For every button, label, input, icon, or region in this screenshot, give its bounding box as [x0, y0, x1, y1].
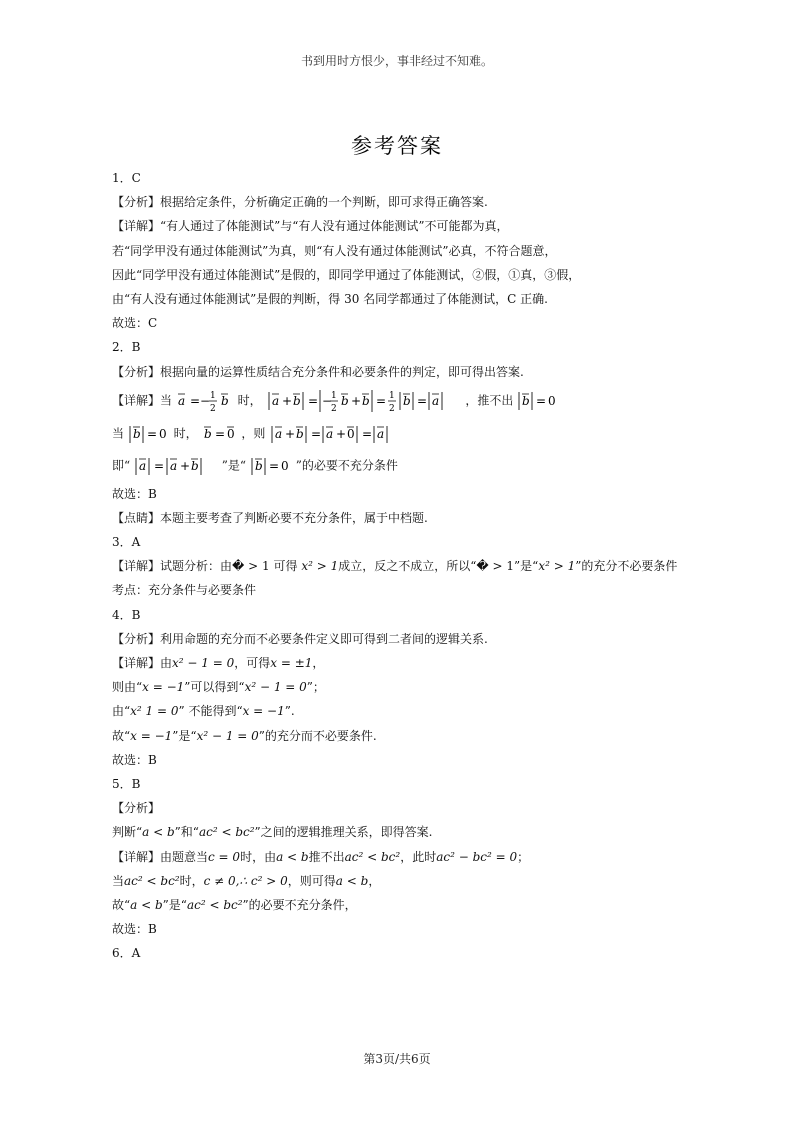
text-fragment: ”是“ [221, 458, 247, 473]
svg-text:b: b [203, 426, 212, 441]
svg-text:2: 2 [330, 403, 337, 414]
answer-3-point: 考点：充分条件与必要条件 [112, 583, 257, 598]
answer-4-detail-2 [112, 679, 712, 696]
math-gt-1: > 1 [248, 559, 270, 574]
text-fragment: 当 [112, 426, 125, 441]
text-fragment: ，则 [241, 426, 266, 441]
math-abs-b-eq-0 [250, 454, 292, 478]
answer-5-detail-1 [112, 849, 712, 866]
answer-2-choice: 故选：B [112, 486, 157, 501]
math-x2-gt-1: x² > 1 [301, 559, 339, 574]
text-fragment: 即“ [112, 458, 131, 473]
page-number: 第3页/共6页 [363, 1052, 431, 1066]
math-x-eq-neg-1: x = −1 [142, 680, 185, 695]
svg-text:0: 0 [226, 426, 235, 441]
answer-2-detail-3 [112, 454, 712, 478]
text-fragment: 故“ [112, 897, 131, 912]
answer-5-label: 5．B [112, 776, 141, 791]
text-fragment: ，此时 [400, 849, 437, 864]
math-x-eq-neg-1: x = −1 [242, 704, 285, 719]
svg-text:b: b [522, 393, 530, 408]
svg-text:=: = [311, 426, 322, 441]
answer-3-label: 3．A [112, 535, 141, 550]
text-fragment: ，推不出 [465, 393, 514, 408]
text-fragment: ， [312, 656, 325, 670]
math-abs-sum-chain [269, 422, 399, 446]
svg-text:a: a [431, 393, 439, 408]
text-fragment: 时， [237, 393, 262, 408]
svg-text:−: − [321, 393, 332, 408]
svg-text:a: a [275, 426, 283, 441]
text-fragment: ； [517, 849, 530, 864]
answer-4-choice: 故选：B [112, 752, 157, 767]
math-x2-minus-1: x² − 1 = 0 [244, 680, 307, 695]
math-a-lt-b: a < b [142, 825, 175, 840]
math-a-lt-b: a < b [276, 849, 309, 864]
svg-text:b: b [292, 393, 301, 408]
svg-text:b: b [402, 393, 411, 408]
answer-1-detail-1: 【详解】“有人通过了体能测试”与“有人没有通过体能测试”不可能都为真， [112, 219, 509, 234]
answer-1-detail-2: 若“同学甲没有通过体能测试”为真，则“有人没有通过体能测试”必真，不符合题意， [112, 243, 557, 258]
svg-text:b: b [361, 393, 370, 408]
svg-text:+: + [350, 393, 361, 408]
text-fragment: 【详解】试题分析：由 [112, 559, 233, 574]
svg-text:=: = [362, 426, 373, 441]
math-x2-minus-1: x² − 1 = 0 [172, 656, 235, 670]
svg-text:0: 0 [347, 426, 355, 441]
text-fragment: ”的必要不充分条件 [295, 458, 398, 473]
text-fragment: 成立，反之不成立，所以“ [338, 559, 477, 574]
math-a-lt-b: a < b [335, 873, 369, 888]
answer-4-analysis: 【分析】利用命题的充分而不必要条件定义即可得到二者间的逻辑关系. [112, 631, 488, 646]
answer-5-detail-2 [112, 873, 712, 890]
math-c-ne-0: c ≠ 0,∴ c² > 0 [203, 873, 288, 888]
svg-text:−: − [199, 393, 210, 408]
answer-4-label: 4．B [112, 607, 141, 622]
answer-2-detail-1 [112, 388, 712, 414]
svg-text:0: 0 [158, 426, 167, 441]
text-fragment: 时， [179, 873, 204, 888]
svg-text:b: b [132, 426, 141, 441]
svg-text:=: = [189, 393, 200, 408]
text-fragment: 由“ [112, 704, 131, 719]
math-ac2-lt-bc2: ac² < bc² [344, 849, 401, 864]
svg-text:2: 2 [388, 403, 395, 414]
math-abs-chain [266, 388, 462, 414]
svg-text:+: + [281, 393, 292, 408]
math-abs-a-eq-abs-sum [134, 454, 218, 478]
math-gt-1: > 1 [492, 559, 515, 574]
svg-text:b: b [254, 458, 263, 473]
math-x-pm-1: x = ±1 [270, 656, 313, 670]
math-abs-b-eq-0 [517, 388, 559, 414]
answer-1-choice: 故选：C [112, 316, 158, 331]
answer-4-detail-3 [112, 703, 712, 720]
answer-5-detail-3 [112, 897, 712, 914]
text-fragment: 【详解】当 [112, 393, 173, 408]
text-fragment: ”可以得到“ [184, 680, 245, 695]
answer-2-analysis: 【分析】根据向量的运算性质结合充分条件和必要条件的判定，即可得出答案. [112, 364, 524, 379]
svg-text:+: + [285, 426, 296, 441]
text-fragment: ， [368, 873, 381, 888]
text-fragment: ”是“ [514, 559, 539, 574]
unknown-glyph: � [476, 559, 489, 574]
svg-text:=: = [268, 458, 279, 473]
svg-text:1: 1 [209, 390, 216, 401]
math-x2-1: x² 1 = 0 [130, 704, 179, 719]
answer-2-note: 【点睛】本题主要考查了判断必要不充分条件，属于中档题. [112, 510, 428, 525]
text-fragment: 则由“ [112, 680, 143, 695]
text-fragment: 故“ [112, 728, 131, 743]
math-x2-minus-1: x² − 1 = 0 [196, 728, 259, 743]
answer-1-detail-4: 由“有人没有通过体能测试”是假的判断，得 30 名同学都通过了体能测试，C 正确. [112, 291, 548, 306]
math-ac2-lt-bc2: ac² < bc² [124, 873, 180, 888]
math-ac2-lt-bc2: ac² < bc² [198, 825, 255, 840]
text-fragment: ”是“ [172, 728, 197, 743]
svg-text:+: + [179, 458, 191, 473]
answer-2-detail-2 [112, 422, 712, 446]
svg-text:1: 1 [330, 390, 337, 401]
svg-text:b: b [296, 426, 304, 441]
page-title: 参考答案 [351, 134, 443, 158]
math-vec-b-eq-0 [202, 422, 238, 446]
svg-text:0: 0 [548, 393, 556, 408]
answer-4-detail-4 [112, 728, 712, 745]
text-fragment: ”的充分不必要条件 [575, 559, 678, 574]
math-ac2-lt-bc2: ac² < bc² [186, 897, 243, 912]
text-fragment: 判断“ [112, 825, 143, 840]
svg-text:=: = [416, 393, 427, 408]
unknown-glyph: � [232, 559, 245, 574]
svg-text:a: a [138, 458, 147, 473]
svg-text:=: = [375, 393, 386, 408]
answer-1-detail-3: 因此“同学甲没有通过体能测试”是假的，即同学甲通过了体能测试，②假，①真，③假， [112, 267, 581, 282]
answer-6-label: 6．A [112, 946, 141, 961]
svg-text:=: = [153, 458, 165, 473]
svg-text:=: = [214, 426, 225, 441]
text-fragment: 时，由 [240, 849, 277, 864]
svg-text:=: = [536, 393, 547, 408]
math-x-eq-neg-1: x = −1 [130, 728, 173, 743]
answer-content [112, 170, 712, 969]
answer-2-label: 2．B [112, 340, 141, 355]
svg-text:b: b [220, 393, 229, 408]
text-fragment: 时， [173, 426, 198, 441]
math-ac2-minus-bc2: ac² − bc² = 0 [436, 849, 518, 864]
answer-5-analysis-text [112, 824, 712, 841]
svg-text:2: 2 [209, 403, 216, 414]
math-a-lt-b: a < b [130, 897, 163, 912]
svg-text:1: 1 [388, 390, 395, 401]
text-fragment: ”之间的逻辑推理关系，即得答案. [254, 825, 433, 840]
text-fragment: 推不出 [308, 849, 345, 864]
svg-text:+: + [336, 426, 347, 441]
text-fragment: 【详解】由题意当 [112, 849, 209, 864]
answer-3-detail [112, 558, 712, 575]
text-fragment: 可得 [273, 559, 298, 574]
answer-4-detail-1 [112, 655, 712, 672]
answer-1-analysis: 【分析】根据给定条件，分析确定正确的一个判断，即可求得正确答案. [112, 195, 488, 210]
text-fragment: ”； [306, 680, 325, 695]
answer-1-label: 1．C [112, 171, 141, 185]
svg-text:b: b [190, 458, 199, 473]
svg-text:0: 0 [280, 458, 289, 473]
svg-text:a: a [169, 458, 178, 473]
text-fragment: ”的必要不充分条件， [242, 897, 357, 912]
svg-text:a: a [377, 426, 385, 441]
svg-text:=: = [146, 426, 157, 441]
text-fragment: 当 [112, 873, 125, 888]
math-a-eq-neg-half-b [176, 388, 234, 414]
text-fragment: ”和“ [174, 825, 199, 840]
page-header-quote: 书到用时方恨少，事非经过不知难。 [300, 54, 493, 68]
text-fragment: ”的充分而不必要条件. [258, 728, 377, 743]
text-fragment: ，可得 [234, 656, 271, 670]
math-abs-b-eq-0 [128, 422, 170, 446]
text-fragment: ”. [284, 704, 295, 719]
math-x2-gt-1: x² > 1 [538, 559, 576, 574]
text-fragment: ” 不能得到“ [178, 704, 243, 719]
text-fragment: ”是“ [162, 897, 187, 912]
svg-text:b: b [340, 393, 349, 408]
svg-text:a: a [177, 393, 185, 408]
text-fragment: ，则可得 [287, 873, 336, 888]
text-fragment: 【详解】由 [112, 656, 173, 670]
svg-text:a: a [326, 426, 334, 441]
svg-text:=: = [307, 393, 318, 408]
math-c-eq-0: c = 0 [208, 849, 241, 864]
svg-text:a: a [271, 393, 279, 408]
answer-5-choice: 故选：B [112, 922, 157, 937]
answer-5-analysis: 【分析】 [112, 801, 161, 816]
